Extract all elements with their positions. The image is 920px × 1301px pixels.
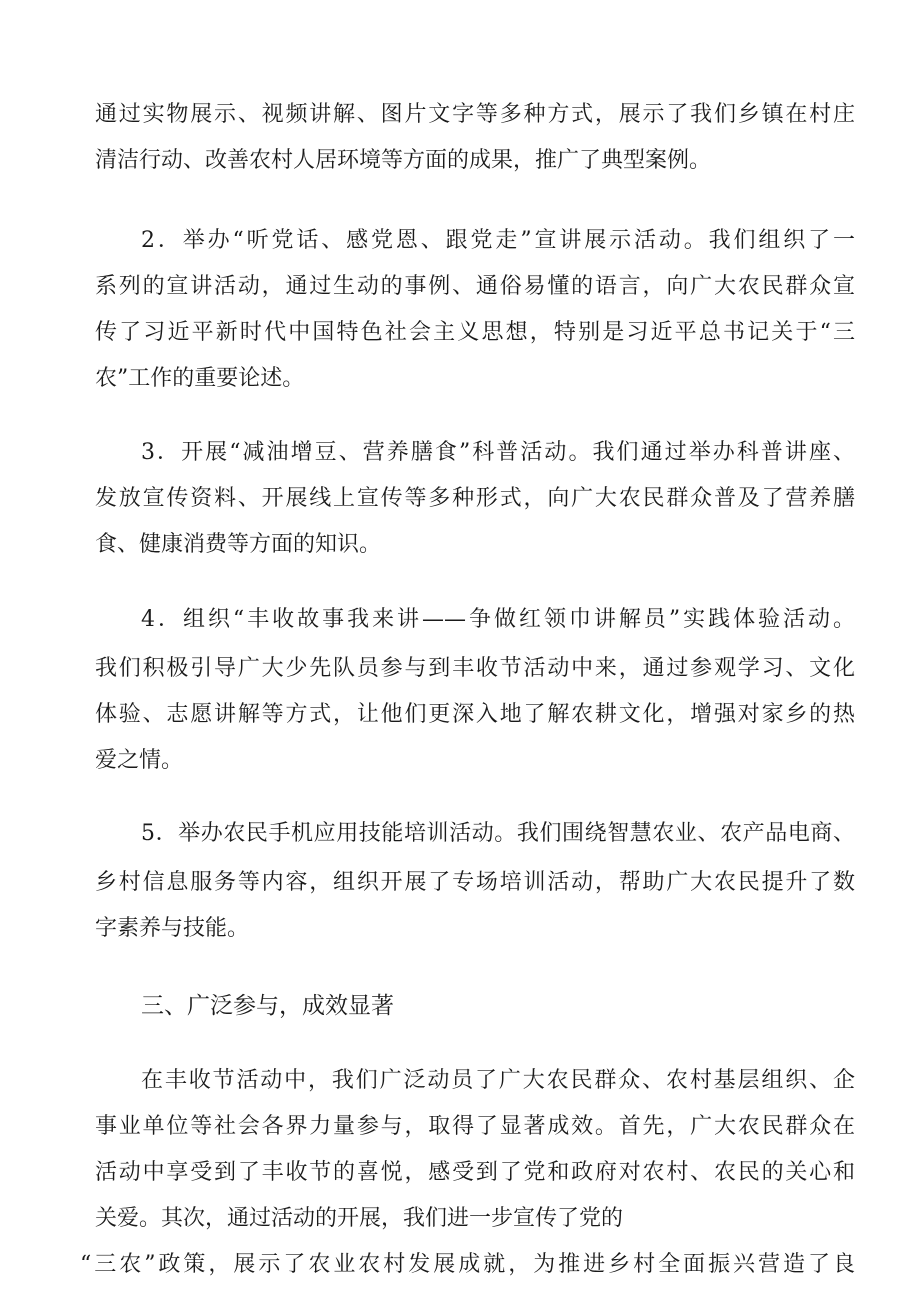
text-line: 清洁行动、改善农村人居环境等方面的成果，推广了典型案例。: [95, 148, 712, 173]
list-item-5-line: 5．举办农民手机应用技能培训活动。我们围绕智慧农业、农产品电商、: [141, 821, 855, 846]
text-line: 农”工作的重要论述。: [95, 366, 305, 391]
text-line: “三农”政策，展示了农业农村发展成就，为推进乡村全面振兴营造了良: [80, 1252, 855, 1277]
text-line: 系列的宣讲活动，通过生动的事例、通俗易懂的语言，向广大农民群众宣: [95, 274, 855, 299]
text-line: 乡村信息服务等内容，组织开展了专场培训活动，帮助广大农民提升了数: [95, 870, 855, 895]
text-line: 爱之情。: [95, 748, 184, 773]
text-line: 关爱。其次，通过活动的开展，我们进一步宣传了党的: [95, 1206, 624, 1231]
text-line: 活动中享受到了丰收节的喜悦，感受到了党和政府对农村、农民的关心和: [95, 1160, 855, 1185]
text-line: 字素养与技能。: [95, 916, 250, 941]
text-line: 食、健康消费等方面的知识。: [95, 532, 382, 557]
text-line: 传了习近平新时代中国特色社会主义思想，特别是习近平总书记关于“三: [95, 320, 855, 345]
list-item-4-line: 4．组织“丰收故事我来讲——争做红领巾讲解员”实践体验活动。: [141, 607, 855, 632]
list-item-2-line: 2．举办“听党话、感党恩、跟党走”宣讲展示活动。我们组织了一: [141, 228, 855, 253]
text-line: 我们积极引导广大少先队员参与到丰收节活动中来，通过参观学习、文化: [95, 656, 855, 681]
section-heading: 三、广泛参与，成效显著: [141, 993, 394, 1019]
text-line: 体验、志愿讲解等方式，让他们更深入地了解农耕文化，增强对家乡的热: [95, 702, 855, 727]
text-line: 发放宣传资料、开展线上宣传等多种形式，向广大农民群众普及了营养膳: [95, 486, 855, 511]
list-item-3-line: 3．开展“减油增豆、营养膳食”科普活动。我们通过举办科普讲座、: [141, 440, 855, 465]
text-line: 事业单位等社会各界力量参与，取得了显著成效。首先，广大农民群众在: [95, 1114, 855, 1139]
paragraph-first-line: 在丰收节活动中，我们广泛动员了广大农民群众、农村基层组织、企: [141, 1068, 855, 1093]
text-line: 通过实物展示、视频讲解、图片文字等多种方式，展示了我们乡镇在村庄: [95, 102, 855, 127]
